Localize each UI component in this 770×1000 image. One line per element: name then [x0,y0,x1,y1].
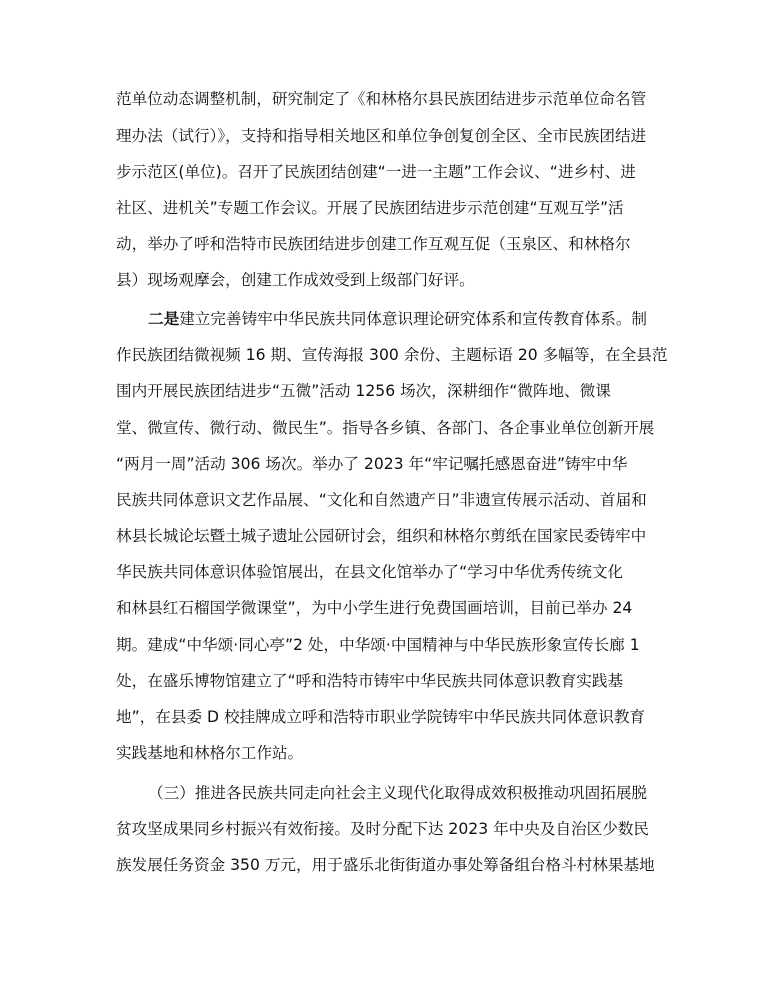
text-line: 县）现场观摩会，创建工作成效受到上级部门好评。 [116,271,475,289]
text-line: 步示范区(单位)。召开了民族团结创建“一进一主题”工作会议、“进乡村、进 [116,163,636,181]
section-heading: （三）推进各民族共同走向社会主义现代化取得成效积极推动巩固拓展脱 [148,784,648,802]
text-line: 地”，在县委 D 校挂牌成立呼和浩特市职业学院铸牢中华民族共同体意识教育 [116,708,646,726]
text-line: 族发展任务资金 350 万元，用于盛乐北街街道办事处筹备组台格斗村林果基地 [116,856,655,874]
text-line: 期。建成“中华颂·同心亭”2 处，中华颂·中国精神与中华民族形象宣传长廊 1 [116,636,640,654]
text-line: 作民族团结微视频 16 期、宣传海报 300 余份、主题标语 20 多幅等，在全县范 [116,346,668,364]
text-line: 建立完善铸牢中华民族共同体意识理论研究体系和宣传教育体系。制 [179,310,648,328]
text-line: 动，举办了呼和浩特市民族团结进步创建工作互观互促（玉泉区、和林格尔 [116,235,631,253]
text-line: “两月一周”活动 306 场次。举办了 2023 年“牢记嘱托感恩奋进”铸牢中华 [116,455,628,473]
text-line: 林县长城论坛暨土城子遗址公园研讨会，组织和林格尔剪纸在国家民委铸牢中 [116,527,647,545]
text-line: 处，在盛乐博物馆建立了“呼和浩特市铸牢中华民族共同体意识教育实践基 [116,672,624,690]
text-line: 民族共同体意识文艺作品展、“文化和自然遗产日”非遗宣传展示活动、首届和 [116,491,647,509]
text-line: 贫攻坚成果同乡村振兴有效衔接。及时分配下达 2023 年中央及自治区少数民 [116,820,650,838]
text-line: 堂、微宣传、微行动、微民生”。指导各乡镇、各部门、各企事业单位创新开展 [116,419,655,437]
text-line: 围内开展民族团结进步“五微”活动 1256 场次，深耕细作“微阵地、微课 [116,382,611,400]
paragraph-start [148,309,647,329]
text-line: 华民族共同体意识体验馆展出，在县文化馆举办了“学习中华优秀传统文化 [116,563,624,581]
text-line: 和林县红石榴国学微课堂”，为中小学生进行免费国画培训，目前已举办 24 [116,599,633,617]
text-line: 实践基地和林格尔工作站。 [116,744,304,762]
paragraph-lead: 二是 [148,310,180,328]
text-line: 社区、进机关”专题工作会议。开展了民族团结进步示范创建“互观互学”活 [116,199,624,217]
text-line: 理办法（试行）》，支持和指导相关地区和单位争创复创全区、全市民族团结进 [116,127,647,145]
text-line: 范单位动态调整机制，研究制定了《和林格尔县民族团结进步示范单位命名管 [116,90,647,108]
